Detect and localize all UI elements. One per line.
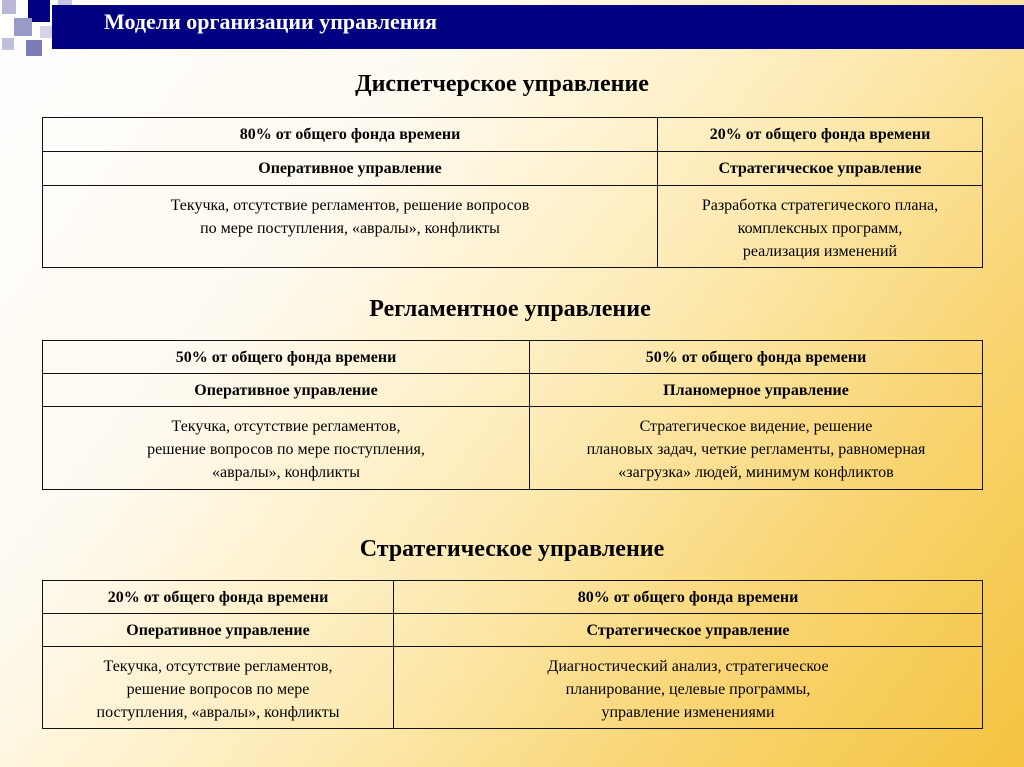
right-type: Стратегическое управление (658, 152, 983, 186)
right-share: 20% от общего фонда времени (658, 118, 983, 152)
right-type: Стратегическое управление (394, 614, 983, 647)
left-description (43, 407, 530, 490)
left-description (43, 647, 394, 729)
right-description (658, 186, 983, 268)
description-line: поступления, «авралы», конфликты (96, 704, 340, 721)
description-line: «загрузка» людей, минимум конфликтов (618, 464, 894, 481)
deco-square (26, 40, 42, 56)
description-line: Текучка, отсутствие регламентов, (171, 418, 401, 435)
description-line: Диагностический анализ, стратегическое (547, 658, 829, 675)
description-line: по мере поступления, «авралы», конфликты (200, 220, 500, 237)
description-line: Текучка, отсутствие регламентов, (103, 658, 333, 675)
description-line: решение вопросов по мере (126, 681, 310, 698)
description-line: Стратегическое видение, решение (639, 418, 873, 435)
table-strategic (42, 580, 983, 729)
left-share: 50% от общего фонда времени (43, 341, 530, 374)
left-type: Оперативное управление (43, 374, 530, 407)
description-line: планирование, целевые программы, (565, 681, 811, 698)
table-dispatch (42, 117, 983, 268)
left-description (43, 186, 658, 268)
description-line: реализация изменений (742, 243, 898, 260)
deco-square (2, 38, 14, 50)
section-heading-regulation: Регламентное управление (369, 296, 651, 322)
description-line: решение вопросов по мере поступления, (147, 441, 425, 458)
description-line: управление изменениями (601, 704, 775, 721)
description-line: комплексных программ, (737, 220, 903, 237)
section-heading-dispatch: Диспетчерское управление (355, 71, 649, 97)
left-type: Оперативное управление (43, 152, 658, 186)
deco-square (2, 0, 16, 14)
right-description (394, 647, 983, 729)
deco-square (14, 18, 32, 36)
right-share: 50% от общего фонда времени (530, 341, 983, 374)
description-line: Текучка, отсутствие регламентов, решение вопросов (170, 197, 530, 214)
description-line: «авралы», конфликты (212, 464, 360, 481)
description-line: Разработка стратегического плана, (701, 197, 939, 214)
right-description (530, 407, 983, 490)
section-heading-strategic: Стратегическое управление (359, 536, 665, 562)
left-type: Оперативное управление (43, 614, 394, 647)
deco-square (40, 26, 52, 38)
slide-title: Модели организации управления (104, 9, 438, 34)
right-share: 80% от общего фонда времени (394, 581, 983, 614)
right-type: Планомерное управление (530, 374, 983, 407)
left-share: 80% от общего фонда времени (43, 118, 658, 152)
table-regulation (42, 340, 983, 490)
left-share: 20% от общего фонда времени (43, 581, 394, 614)
description-line: плановых задач, четкие регламенты, равномерная (586, 441, 926, 458)
